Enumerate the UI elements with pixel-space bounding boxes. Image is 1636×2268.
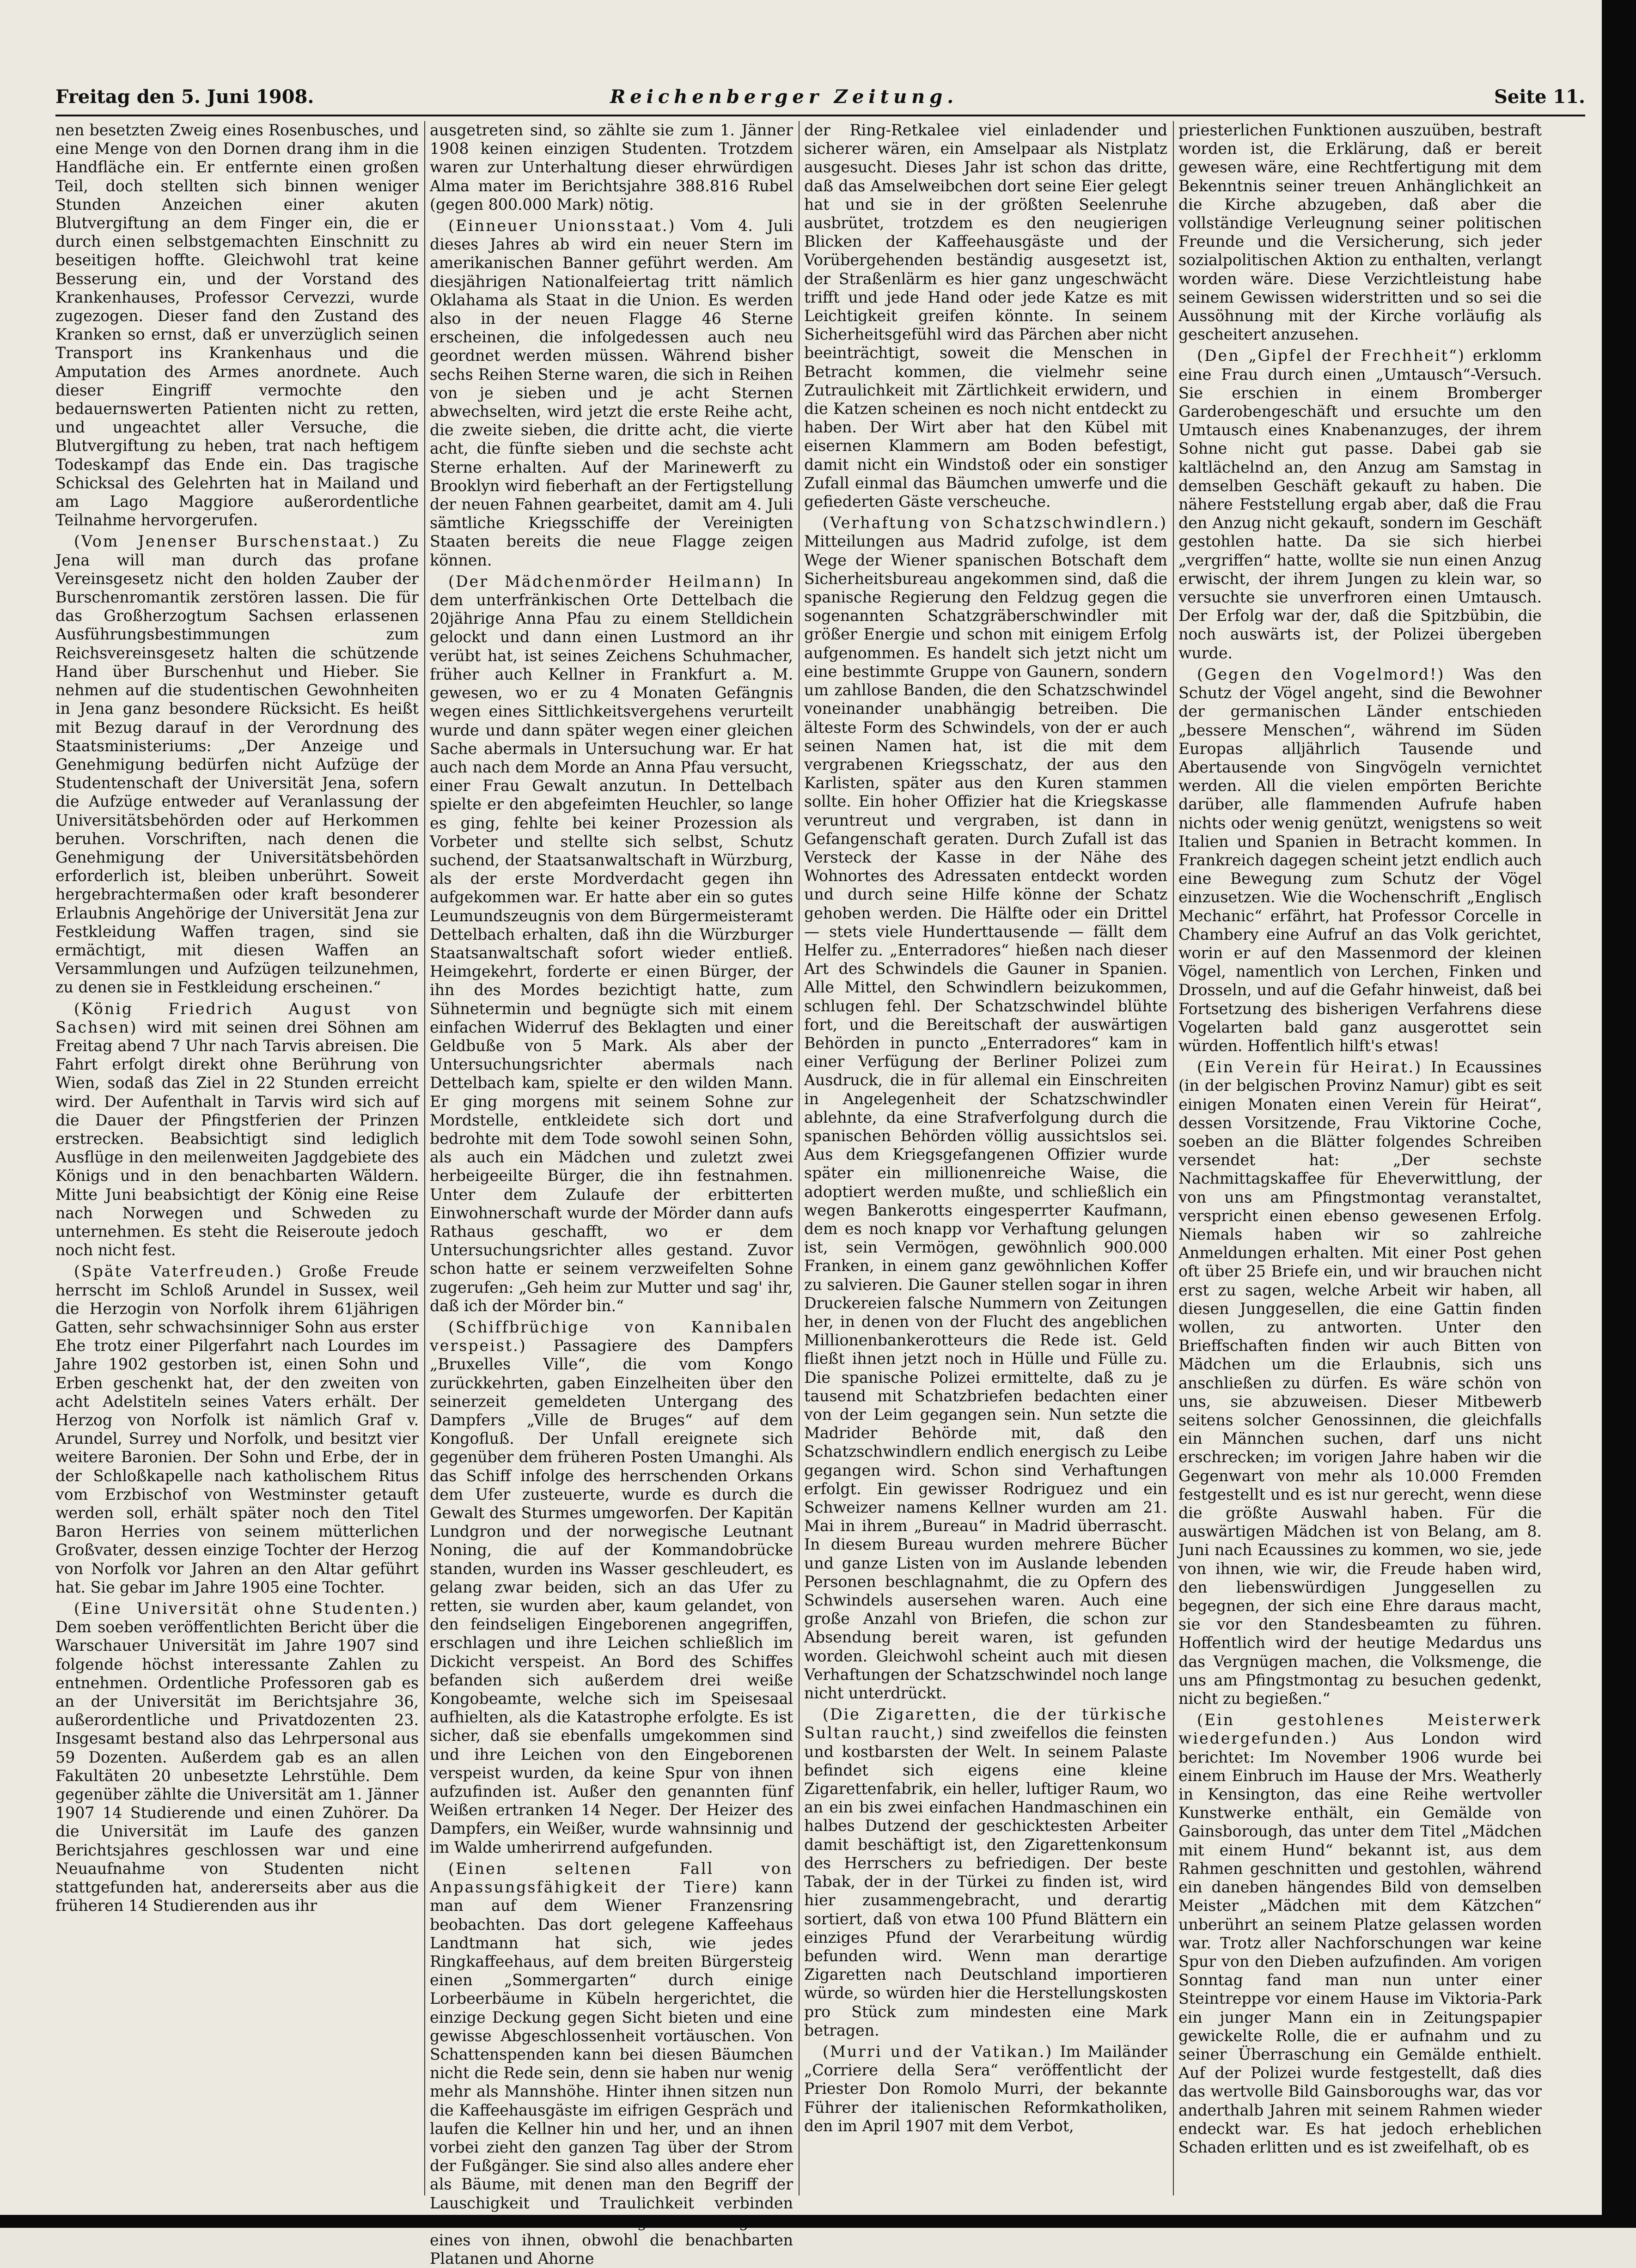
article-continuation: [1178, 121, 1542, 344]
article-paragraph: [804, 2043, 1167, 2135]
article-body: Was den Schutz der Vögel angeht, sind die Bewohner der germanischen Länder entschieden „bessere Menschen“, während im Süden Europas alljährlich Tausende und Abertausende von Singvögeln vernichtet werden. All die vielen empörten Berichte darüber, alle flammenden Aufrufe haben nichts oder wenig genützt, wenigstens so weit Italien und Spanien in Betracht kommen. In Frankreich dagegen scheint jetzt endlich auch eine Bewegung zum Schutz der Vögel einzusetzen. Wie die Wochenschrift „Englisch Mechanic“ erfährt, hat Professor Corcelle in Chambery eine Aufruf an das Volk gerichtet, worin er auf den Massenmord der kleinen Vögel, namentlich von Lerchen, Finken und Drosseln, und auf die Gefahr hinweist, daß bei Fortsetzung des bisherigen Verfahrens diese Vogelarten bald ganz ausgerottet sein würden. Hoffentlich hilft's etwas!: [1178, 665, 1542, 1055]
article-body: Aus London wird berichtet: Im November 1906 wurde bei einem Einbruch im Hause der Mrs. Weatherly in Kensington, das eine Reihe wertvoller Kunstwerke enthält, ein Gemälde von Gainsborough, das unter dem Titel „Mädchen mit einem Hund“ bekannt ist, aus dem Rahmen geschnitten und gestohlen, während ein daneben hängendes Bild von demselben Meister „Mädchen mit dem Kätzchen“ unberührt an seinem Platze gelassen worden war. Trotz aller Nachforschungen war keine Spur von den Dieben aufzufinden. Am vorigen Sonntag fand man nun unter einer Steintreppe vor einem Hause im Viktoria-Park ein junger Mann ein in Zeitungspapier gewickelte Rolle, die er aufnahm und zu seiner Überraschung ein Gemälde enthielt. Auf der Polizei wurde festgestellt, daß dies das wertvolle Bild Gainsboroughs war, das vor anderthalb Jahren mit seinem Rahmen wieder endeckt war. Es hat jedoch erheblichen Schaden erlitten und es ist zweifelhaft, ob es: [1178, 1729, 1542, 2156]
column-1: [55, 121, 419, 2200]
article-headline: (Murri und der Vatikan.): [823, 2042, 1053, 2061]
article-headline: (Die Zigaretten, die der türkische Sultan raucht,): [804, 1705, 1167, 1742]
header-date: Freitag den 5. Juni 1908.: [55, 86, 314, 108]
scan-edge-bottom: [0, 2215, 1636, 2228]
article-body: kann man auf dem Wiener Franzensring beobachten. Das dort gelegene Kaffeehaus Landtmann hat sich, wie jedes Ringkaffeehaus, auf dem breiten Bürgersteig einen „Sommergarten“ durch einige Lorbeerbäume in Kübeln hergerichtet, die einzige Deckung gegen Sicht bieten und eine gewisse Abgeschlossenheit vortäuschen. Von Schattenspenden kann bei diesen Bäumchen nicht die Rede sein, denn sie haben nur wenig mehr als Mannshöhe. Hinter ihnen sitzen nun die Kaffeehausgäste im eifrigen Gespräch und laufen die Kellner hin und her, und an ihnen vorbei zieht den ganzen Tag über der Strom der Fußgänger. Sie sind also alles andere eher als Bäume, mit denen man den Begriff der Lauschigkeit und Traulichkeit verbinden eines von ihnen, obwohl die benachbarten Platanen und Ahorne: [430, 1878, 793, 2268]
column-3: [804, 121, 1167, 2200]
article-headline: (Den „Gipfel der Frechheit“): [1197, 347, 1465, 365]
article-paragraph: [430, 1860, 793, 2268]
article-body: Mitteilungen aus Madrid zufolge, ist dem Wege der Wiener spanischen Botschaft dem Sicherheitsbureau angekommen sind, daß die spanische Regierung den Feldzug gegen die sogenannten Schatzgräberschwindler mit größer Energie und schon mit einigem Erfolg aufgenommen. Es handelt sich jetzt nicht um eine bestimmte Gruppe von Gaunern, sondern um zahllose Banden, die den Schatzschwindel voneinander unabhängig betreiben. Die älteste Form des Schwindels, von der er auch seinen Namen hat, ist die mit dem vergrabenen Kriegsschatz, der aus den Karlisten, später aus den Kuren stammen sollte. Ein hoher Offizier hat die Kriegskasse veruntreut und vergraben, ist dann in Gefangenschaft geraten. Durch Zufall ist das Versteck der Kasse in der Nähe des Wohnortes des Adressaten entdeckt worden und durch seine Hilfe könne der Schatz gehoben werden. Die Hälfte oder ein Drittel — stets viele Hunderttausende — fällt dem Helfer zu. „Enterradores“ hießen nach dieser Art des Schwindels die Gauner in Spanien. Alle Mittel, den Schwindlern beizukommen, schlugen fehl. Der Schatzschwindel blühte fort, und die Bereitschaft der auswärtigen Behörden in puncto „Enterradores“ kam in einer Verfügung der Berliner Polizei zum Ausdruck, die in für allemal ein Einschreiten in Angelegenheit der Schatzschwindler ablehnte, da eine Strafverfolgung durch die spanischen Behörden völlig aussichtslos sei. Aus dem Kriegsgefangenen Offizier wurde später ein millionenreiche Waise, die adoptiert werden mußte, und schließlich ein wegen Bankerotts eingesperrter Kaufmann, dem es noch knapp vor Verhaftung gelungen ist, sein Vermögen, gewöhnlich 900.000 Franken, in einem ganz gewöhnlichen Koffer zu salvieren. Die Gauner stellen sogar in ihren Druckereien falsche Nummern von Zeitungen her, in denen von der Flucht des angeblichen Millionenbankerotteurs die Rede ist. Geld fließt ihnen jetzt noch in Hülle und Fülle zu. Die spanische Polizei ermittelte, daß zu je tausend mit Schatzbriefen bedachten einer von der Leim gegangen sein. Nun setzte die Madrider Behörde mit, daß den Schatzschwindlern endlich energisch zu Leibe gegangen wird. Schon sind Verhaftungen erfolgt. Ein gewisser Rodriguez und ein Schweizer namens Kellner wurden am 21. Mai in ihrem „Bureau“ in Madrid überrascht. In diesem Bureau wurden mehrere Bücher und ganze Listen von im Auslande lebenden Personen beschlagnahmt, die zu Opfern des Schwindels ausersehen waren. Auch eine große Anzahl von Briefen, die schon zur Absendung bereit waren, ist gefunden worden. Gleichwohl scheint auch mit diesen Verhaftungen der Schatzschwindel noch lange nicht unterdrückt.: [804, 532, 1167, 1703]
article-paragraph: [55, 1262, 419, 1597]
article-paragraph: [1178, 1058, 1542, 1708]
article-continuation: [430, 121, 793, 214]
article-paragraph: [1178, 347, 1542, 662]
article-body: Im Mailänder „Corriere della Sera“ veröffentlicht der Priester Don Romolo Murri, der bekannte Führer der italienischen Reformkatholiken, den im April 1907 mit dem Verbot,: [804, 2042, 1167, 2135]
article-paragraph: [804, 1705, 1167, 2040]
article-paragraph: [1178, 665, 1542, 1055]
article-paragraph: [55, 1599, 419, 1915]
article-headline: (Gegen den Vogelmord!): [1197, 665, 1445, 683]
article-headline: (Einneuer Unionsstaat.): [448, 217, 676, 235]
page-header: [55, 81, 1585, 114]
article-body: Dem soeben veröffentlichten Bericht über die Warschauer Universität im Jahre 1907 sind folgende höchst interessante Zahlen zu entnehmen. Ordentliche Professoren gab es an der Universität im Berichtsjahre 36, außerordentliche und Privatdozenten 23. Insgesamt bestand also das Lehrpersonal aus 59 Dozenten. Außerdem gab es an allen Fakultäten 20 unbesetzte Lehrstühle. Dem gegenüber zählte die Universität am 1. Jänner 1907 14 Studierende und einen Zuhörer. Da die Universität im Laufe des ganzen Berichtsjahres geschlossen war und eine Neuaufnahme von Studenten nicht stattgefunden hat, andererseits aber aus die früheren 14 Studierenden aus ihr: [55, 1618, 419, 1915]
article-body: Passagiere des Dampfers „Bruxelles Ville“, die vom Kongo zurückkehrten, gaben Einzelheiten über den seinerzeit gemeldeten Untergang des Dampfers „Ville de Bruges“ auf dem Kongofluß. Der Unfall ereignete sich gegenüber dem früheren Posten Umanghi. Als das Schiff infolge des herrschenden Orkans dem Ufer zusteuerte, wurde es durch die Gewalt des Sturmes umgeworfen. Der Kapitän Lundgron und der norwegische Leutnant Noning, die auf der Kommandobrücke standen, wurden ins Wasser geschleudert, es gelang zwar beiden, sich an das Ufer zu retten, sie wurden aber, kaum gelandet, von den feindseligen Eingeborenen angegriffen, erschlagen und ihre Leichen schließlich im Dickicht verspeist. An Bord des Schiffes befanden sich außerdem drei weiße Kongobeamte, welche sich im Speisesaal aufhielten, als die Katastrophe erfolgte. Es ist sicher, daß sie ebenfalls umgekommen sind und ihre Leichen von den Eingeborenen verspeist wurden, da keine Spur von ihnen aufzufinden ist. Außer den genannten fünf Weißen ertranken 14 Neger. Der Heizer des Dampfers, ein Weißer, wurde wahnsinnig und im Walde umherirrend aufgefunden.: [430, 1337, 793, 1856]
header-page-number: Seite 11.: [1494, 86, 1585, 108]
article-headline: (Einen seltenen Fall von Anpassungsfähigkeit der Tiere): [430, 1859, 793, 1897]
article-body: der Ring-Retkalee viel einladender und sicherer wären, ein Amselpaar als Nistplatz ausgesucht. Dieses Jahr ist schon das dritte, daß das Amselweibchen dort seine Eier gelegt hat und sie in der größten Seelenruhe ausbrütet, trotzdem es den neugierigen Blicken der Kaffeehausgäste und der Vorübergehenden beständig ausgesetzt ist, der Straßenlärm es hier ganz ungeschwächt trifft und jede Hand oder jede Katze es mit Leichtigkeit greifen könnte. In seinem Sicherheitsgefühl wird das Pärchen aber nicht beeinträchtigt, soweit die Menschen in Betracht kommen, die vielmehr seine Zutraulichkeit mit Zärtlichkeit erwidern, und die Katzen scheinen es noch nicht entdeckt zu haben. Der Wirt aber hat den Kübel mit eisernen Klammern am Boden befestigt, damit nicht ein Windstoß oder ein sonstiger Zufall einmal das Bäumchen umwerfe und die gefiederten Gäste verscheuche.: [804, 121, 1167, 511]
article-headline: (Vom Jenenser Burschenstaat.): [74, 532, 381, 551]
article-headline: (König Friedrich August von Sachsen): [55, 999, 419, 1036]
column-4: [1178, 121, 1542, 2200]
article-paragraph: [804, 514, 1167, 1703]
article-paragraph: [430, 217, 793, 570]
article-body: In dem unterfränkischen Orte Dettelbach die 20jährige Anna Pfau zu einem Stelldichein gelockt und dann einen Lustmord an ihr verübt hat, ist seines Zeichens Schuhmacher, früher auch Kellner in Frankfurt a. M. gewesen, wo er zu 4 Monaten Gefängnis wegen eines Sittlichkeitsvergehens verurteilt wurde und dann später wegen einer gleichen Sache abermals in Untersuchung war. Er hat auch nach dem Morde an Anna Pfau versucht, einer Frau Gewalt anzutun. In Dettelbach spielte er den abgefeimten Heuchler, so lange es ging, fehlte bei keiner Prozession als Vorbeter und stellte sich selbst, Schutz suchend, der Staatsanwaltschaft in Würzburg, als der erste Mordverdacht gegen ihn aufgekommen war. Er hatte aber ein so gutes Leumundszeugnis von dem Bürgermeisteramt Dettelbach erhalten, daß ihn die Würzburger Staatsanwaltschaft sofort wieder entließ. Heimgekehrt, forderte er einen Bürger, der ihn des Mordes bezichtigt hatte, zum Sühnetermin und begnügte sich mit einem einfachen Widerruf des Beklagten und einer Geldbuße von 5 Mark. Als aber der Untersuchungsrichter abermals nach Dettelbach kam, spielte er den wilden Mann. Er ging morgens mit seinem Sohne zur Mordstelle, entkleidete sich dort und bedrohte mit dem Tode sowohl seinen Sohn, als auch ein Mädchen und zuletzt zwei herbeigeeilte Bürger, die ihn festnahmen. Unter dem Zulaufe der erbitterten Einwohnerschaft wurde der Mörder dann aufs Rathaus geschafft, wo er dem Untersuchungsrichter alles gestand. Zuvor schon hatte er seinem verzweifelten Sohne zugerufen: „Geh heim zur Mutter und sag' ihr, daß ich der Mörder bin.“: [430, 572, 793, 1315]
header-newspaper-title: Reichenberger Zeitung.: [610, 86, 958, 108]
article-paragraph: [55, 1000, 419, 1260]
article-body: priesterlichen Funktionen auszuüben, bestraft worden ist, die Erklärung, daß er bereit gewesen wäre, eine Rechtfertigung mit dem Bekenntnis seiner treuen Anhänglichkeit an die Kirche abzugeben, daß aber die vollständige Verleugnung seiner politischen Freunde und die Versicherung, sich jeder sozialpolitischen Aktion zu enthalten, verlangt worden wäre. Diese Verzichtleistung habe seinem Gewissen widerstritten und so sei die Aussöhnung mit der Kirche vorläufig als gescheitert anzusehen.: [1178, 121, 1542, 344]
article-body: Zu Jena will man durch das profane Vereinsgesetz nicht den holden Zauber der Burschenromantik zerstören lassen. Die für das Großherzogtum Sachsen erlassenen Ausführungsbestimmungen zum Reichsvereinsgesetz halten die schützende Hand über Burschenhut und Hieber. Sie nehmen auf die studentischen Gewohnheiten in Jena ganz besondere Rücksicht. Es heißt mit Bezug darauf in der Verordnung des Staatsministeriums: „Der Anzeige und Genehmigung bedürfen nicht Aufzüge der Studentenschaft der Universität Jena, sofern die Aufzüge entweder auf Veranlassung der Universitätsbehörden oder auf Herkommen beruhen. Vorschriften, nach denen die Genehmigung der Universitätsbehörden erforderlich ist, bleiben unberührt. Soweit hergebrachtermaßen oder kraft besonderer Erlaubnis Angehörige der Universität Jena zur Festkleidung Waffen tragen, sind sie ermächtigt, mit diesen Waffen an Versammlungen und Aufzügen teilzunehmen, zu denen sie in Festkleidung erscheinen.“: [55, 532, 419, 997]
article-headline: (Ein Verein für Heirat.): [1197, 1058, 1422, 1076]
column-2: [430, 121, 793, 2268]
article-headline: (Eine Universität ohne Studenten.): [74, 1599, 419, 1618]
column-divider: [424, 121, 425, 2195]
article-body: In Ecaussines (in der belgischen Provinz Namur) gibt es seit einigen Monaten einen Verein für Heirat“, dessen Vorsitzende, Frau Viktorine Coche, soeben an die Blätter folgendes Schreiben versendet hat: „Der sechste Nachmittagskaffee für Eheverwittlung, der von uns am Pfingstmontag veranstaltet, verspricht einen ebenso gewesenen Erfolg. Niemals haben wir so zahlreiche Anmeldungen erhalten. Mit einer Post gehen oft über 25 Briefe ein, und wir brauchen nicht erst zu sagen, welche Arbeit wir haben, all diesen Junggesellen, die eine Gattin finden wollen, zu antworten. Unter den Brieffschaften finden wir auch Bitten von Mädchen um die Erlaubnis, sich uns anschließen zu dürfen. Es wäre schön von uns, sie abzuweisen. Dieser Mitbewerb seitens solcher Genossinnen, die gleichfalls ein Männchen suchen, darf uns nicht erschrecken; im vorigen Jahre haben wir die Gegenwart von mehr als 10.000 Fremden festgestellt und es ist nur gerecht, wenn diese die größte Auswahl haben. Für die auswärtigen Mädchen ist von Belang, am 8. Juni nach Ecaussines zu kommen, wo sie, jede von ihnen, wie wir, die Freude haben wird, den liebenswürdigen Junggesellen zu begegnen, der sich eine Ehre daraus macht, sie vor den Standesbeamten zu führen. Hoffentlich wird der heutige Medardus uns das Vergnügen machen, die Volksmenge, die uns am Pfingstmontag zu besuchen gedenkt, nicht zu begießen.“: [1178, 1058, 1542, 1708]
article-headline: (Späte Vaterfreuden.): [74, 1262, 283, 1281]
article-paragraph: [430, 572, 793, 1315]
article-headline: (Der Mädchenmörder Heilmann): [448, 572, 763, 590]
article-body: nen besetzten Zweig eines Rosenbusches, und eine Menge von den Dornen drang ihm in die Handfläche ein. Er entfernte einen großen Teil, doch stellten sich binnen weniger Stunden Anzeichen einer akuten Blutvergiftung an dem Finger ein, die er durch einen selbstgemachten Einschnitt zu beseitigen hoffte. Gleichwohl trat keine Besserung ein, und der Vorstand des Krankenhauses, Professor Cervezzi, wurde zugezogen. Dieser fand den Zustand des Kranken so ernst, daß er unverzüglich seinen Transport ins Krankenhaus und die Amputation des Armes anordnete. Auch dieser Eingriff vermochte den bedauernswerten Patienten nicht zu retten, und ungeachtet aller Versuche, die Blutvergiftung zu heben, trat nach heftigem Todeskampf das Ende ein. Das tragische Schicksal des Gelehrten hat in Mailand und am Lago Maggiore außerordentliche Teilnahme hervorgerufen.: [55, 121, 419, 529]
article-paragraph: [1178, 1711, 1542, 2157]
article-continuation: [55, 121, 419, 529]
article-body: ausgetreten sind, so zählte sie zum 1. Jänner 1908 keinen einzigen Studenten. Trotzdem waren zur Unterhaltung dieser ehrwürdigen Alma mater im Berichtsjahre 388.816 Rubel (gegen 800.000 Mark) nötig.: [430, 121, 793, 213]
article-body: erklomm eine Frau durch einen „Umtausch“-Versuch. Sie erschien in einem Bromberger Garderobengeschäft und ersuchte um den Umtausch eines Knabenanzuges, der ihrem Sohne nicht gut passe. Dabei gab sie kaltlächelnd an, den Anzug am Samstag in demselben Geschäft gekauft zu haben. Die nähere Feststellung ergab aber, daß die Frau den Anzug nicht gekauft, sondern im Geschäft gestohlen hatte. Da sie sich hierbei „vergriffen“ hatte, wollte sie nun einen Anzug erwischt, der ihrem Jungen zu klein war, so versuchte sie unverfroren einen Umtausch. Der Erfolg war der, daß die Spitzbübin, die noch auswärts ist, der Polizei übergeben wurde.: [1178, 347, 1542, 662]
article-body: Große Freude herrscht im Schloß Arundel in Sussex, weil die Herzogin von Norfolk ihrem 61jährigen Gatten, sehr schwachsinniger Sohn aus erster Ehe trotz einer Pilgerfahrt nach Lourdes im Jahre 1902 gestorben ist, einen Sohn und Erben geschenkt hat, der den zweiten von acht Adelstiteln seines Vaters erhält. Der Herzog von Norfolk ist nämlich Graf v. Arundel, Surrey und Norfolk, und besitzt vier weitere Baronien. Der Sohn und Erbe, der in der Schloßkapelle nach katholischem Ritus vom Erzbischof von Westminster getauft werden soll, erhält später noch den Titel Baron Herries von seinem mütterlichen Großvater, dessen einzige Tochter der Herzog von Norfolk vor Jahren an den Altar geführt hat. Sie gebar im Jahre 1905 eine Tochter.: [55, 1262, 419, 1596]
article-headline: (Ein gestohlenes Meisterwerk wiedergefunden.): [1178, 1711, 1542, 1748]
article-paragraph: [55, 532, 419, 997]
header-rule: [55, 115, 1585, 116]
article-body: sind zweifellos die feinsten und kostbarsten der Welt. In seinem Palaste befindet sich eigens eine kleine Zigarettenfabrik, ein heller, luftiger Raum, wo an ein bis zwei einfachen Handmaschinen ein halbes Dutzend der geschicktesten Arbeiter damit beschäftigt ist, den Zigarettenkonsum des Herrschers zu befriedigen. Der beste Tabak, der in der Türkei zu finden ist, wird hier zusammengebracht, und derartig sortiert, daß von etwa 100 Pfund Blättern ein einziges Pfund der Verarbeitung würdig befunden wird. Wenn man derartige Zigaretten nach Deutschland importieren würde, so würden hier die Herstellungskosten pro Stück zum mindesten eine Mark betragen.: [804, 1724, 1168, 2039]
article-body: wird mit seinen drei Söhnen am Freitag abend 7 Uhr nach Tarvis abreisen. Die Fahrt erfolgt direkt ohne Berührung von Wien, sodaß das Ziel in 22 Stunden erreicht wird. Der Aufenthalt in Tarvis wird sich auf die Dauer der Pfingstferien der Prinzen erstrecken. Beabsichtigt sind lediglich Ausflüge in den meilenweiten Jagdgebiete des Königs und in den benachbarten Wäldern. Mitte Juni beabsichtigt der König eine Reise nach Norwegen und Schweden zu unternehmen. Es steht die Reiseroute jedoch noch nicht fest.: [55, 1018, 419, 1259]
article-paragraph: [430, 1318, 793, 1857]
article-headline: (Verhaftung von Schatzschwindlern.): [823, 514, 1167, 532]
article-body: Vom 4. Juli dieses Jahres ab wird ein neuer Stern im amerikanischen Banner geführt werden. Am diesjährigen Nationalfeiertag tritt nämlich Oklahama als Staat in die Union. Es werden also in der neuen Flagge 46 Sterne erscheinen, die infolgedessen auch neu geordnet werden müssen. Während bisher sechs Reihen Sterne waren, die sich in Reihen von je sieben und je acht Sternen abwechselten, wird jetzt die erste Reihe acht, die zweite sieben, die dritte acht, die vierte acht, die fünfte sieben und die sechste acht Sterne erhalten. Auf der Marinewerft zu Brooklyn wird fieberhaft an der Fertigstellung der neuen Fahnen gearbeitet, damit am 4. Juli sämtliche Kriegsschiffe der Vereinigten Staaten bereits die neue Flagge zeigen können.: [430, 217, 793, 569]
column-divider: [1173, 121, 1174, 2195]
scan-edge-right: [1602, 0, 1636, 2228]
article-continuation: [804, 121, 1167, 511]
column-divider: [799, 121, 800, 2195]
article-headline: (Schiffbrüchige von Kannibalen verspeist.): [430, 1318, 793, 1355]
